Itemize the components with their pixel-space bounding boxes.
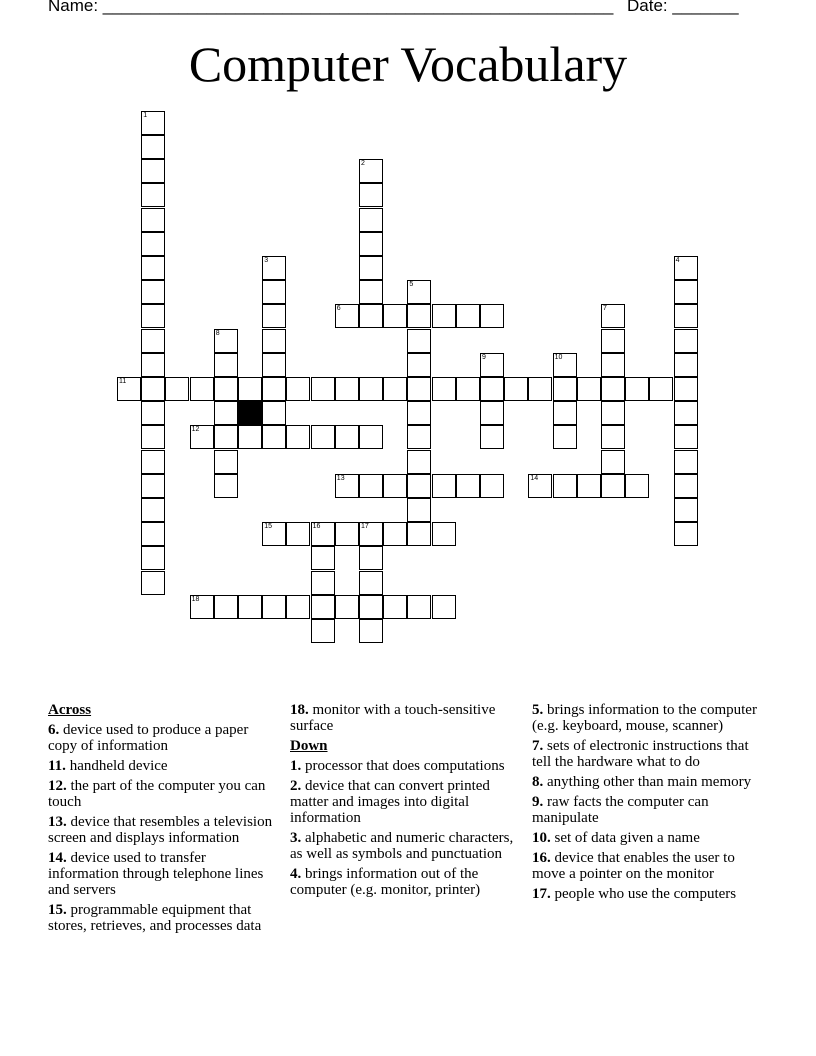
- clue-item: [48, 722, 273, 754]
- clue-column-3: [532, 702, 757, 906]
- crossword-cell[interactable]: [674, 450, 698, 474]
- clue-item-number: 12.: [48, 778, 67, 794]
- clue-number: 2: [361, 160, 365, 168]
- crossword-cell[interactable]: [383, 474, 407, 498]
- crossword-cell[interactable]: [141, 111, 165, 135]
- clue-item-number: 16.: [532, 850, 551, 866]
- crossword-cell[interactable]: [190, 377, 214, 401]
- crossword-cell[interactable]: [407, 401, 431, 425]
- clue-item-number: 17.: [532, 886, 551, 902]
- crossword-cell[interactable]: [383, 595, 407, 619]
- crossword-cell[interactable]: [432, 522, 456, 546]
- clue-number: 4: [675, 257, 680, 264]
- crossword-cell[interactable]: [432, 377, 456, 401]
- crossword-cell[interactable]: [359, 546, 383, 570]
- clue-item-text: device used to transfer information through telephone lines and servers: [48, 850, 264, 898]
- crossword-cell[interactable]: [504, 377, 528, 401]
- crossword-cell[interactable]: [601, 450, 625, 474]
- down-clue-list-continued: [532, 702, 757, 902]
- crossword-cell[interactable]: [141, 256, 165, 280]
- clue-number: 17: [361, 523, 369, 531]
- crossword-cell[interactable]: [262, 377, 286, 401]
- crossword-cell[interactable]: [311, 546, 335, 570]
- clue-item-number: 4.: [290, 866, 302, 882]
- clue-number: 15: [264, 523, 272, 531]
- crossword-cell[interactable]: [141, 135, 165, 159]
- crossword-cell[interactable]: [335, 425, 359, 449]
- crossword-cell[interactable]: [625, 377, 649, 401]
- crossword-cell[interactable]: [553, 353, 577, 377]
- clue-item: [532, 774, 757, 790]
- crossword-cell[interactable]: [456, 474, 480, 498]
- crossword-cell[interactable]: [359, 304, 383, 328]
- crossword-cell[interactable]: [335, 522, 359, 546]
- crossword-cell[interactable]: [165, 377, 189, 401]
- crossword-cell[interactable]: [214, 401, 238, 425]
- crossword-cell[interactable]: [359, 280, 383, 304]
- crossword-cell[interactable]: [674, 329, 698, 353]
- crossword-cell[interactable]: [601, 401, 625, 425]
- crossword-cell[interactable]: [359, 183, 383, 207]
- crossword-cell[interactable]: [238, 377, 262, 401]
- crossword-cell[interactable]: [480, 401, 504, 425]
- crossword-cell[interactable]: [674, 304, 698, 328]
- clue-item-text: monitor with a touch-sensitive surface: [290, 702, 496, 734]
- crossword-cell[interactable]: [311, 595, 335, 619]
- clue-item: [532, 738, 757, 770]
- crossword-cell[interactable]: [141, 208, 165, 232]
- crossword-cell[interactable]: [480, 304, 504, 328]
- clue-item-number: 8.: [532, 774, 544, 790]
- crossword-cell[interactable]: [262, 304, 286, 328]
- crossword-cell[interactable]: [553, 401, 577, 425]
- crossword-cell[interactable]: [141, 304, 165, 328]
- crossword-cell[interactable]: [311, 522, 335, 546]
- clue-number: 7: [603, 305, 607, 313]
- clue-number: 10: [554, 353, 563, 361]
- crossword-cell[interactable]: [141, 377, 165, 401]
- crossword-cell[interactable]: [359, 377, 383, 401]
- crossword-cell[interactable]: [141, 159, 165, 183]
- clue-number: 12: [191, 426, 200, 434]
- clue-item-number: 18.: [290, 702, 309, 718]
- crossword-cell[interactable]: [359, 619, 383, 643]
- clue-item-text: programmable equipment that stores, retrieves, and processes data: [48, 902, 262, 934]
- crossword-cell[interactable]: [674, 522, 698, 546]
- crossword-cell[interactable]: [383, 522, 407, 546]
- clue-item-text: alphabetic and numeric characters, as well as symbols and punctuation: [290, 830, 514, 862]
- clue-item-text: brings information to the computer (e.g. keyboard, mouse, scanner): [532, 702, 757, 734]
- clue-item-text: set of data given a name: [550, 830, 700, 846]
- crossword-cell[interactable]: [432, 595, 456, 619]
- clue-item-text: anything other than main memory: [543, 774, 752, 790]
- crossword-cell[interactable]: [625, 474, 649, 498]
- crossword-cell[interactable]: [335, 304, 359, 328]
- crossword-cell[interactable]: [359, 595, 383, 619]
- crossword-cell[interactable]: [674, 256, 698, 280]
- across-clue-list: [48, 722, 273, 934]
- crossword-cell[interactable]: [335, 474, 359, 498]
- across-heading: Across: [48, 702, 92, 718]
- clue-number: 1: [143, 111, 148, 119]
- down-clue-list: [290, 758, 515, 898]
- crossword-cell[interactable]: [335, 595, 359, 619]
- crossword-cell[interactable]: [214, 450, 238, 474]
- clue-item: [48, 778, 273, 810]
- crossword-cell[interactable]: [601, 329, 625, 353]
- clue-number: 18: [191, 595, 200, 603]
- crossword-cell[interactable]: [214, 425, 238, 449]
- clue-number: 3: [264, 257, 269, 264]
- crossword-cell[interactable]: [141, 329, 165, 353]
- crossword-cell[interactable]: [262, 353, 286, 377]
- clue-item-number: 1.: [290, 758, 302, 774]
- crossword-cell[interactable]: [311, 425, 335, 449]
- crossword-cell[interactable]: [214, 595, 238, 619]
- clue-number: 11: [119, 378, 127, 385]
- crossword-cell[interactable]: [601, 425, 625, 449]
- crossword-cell[interactable]: [262, 401, 286, 425]
- crossword-cell[interactable]: [359, 474, 383, 498]
- crossword-cell[interactable]: [141, 425, 165, 449]
- clue-item: [532, 830, 757, 846]
- clue-item-number: 15.: [48, 902, 67, 918]
- crossword-cell[interactable]: [407, 377, 431, 401]
- clue-item-number: 9.: [532, 794, 544, 810]
- crossword-cell[interactable]: [480, 353, 504, 377]
- clue-item: [290, 866, 515, 898]
- clue-item-number: 13.: [48, 814, 67, 830]
- crossword-cell[interactable]: [141, 498, 165, 522]
- clue-item-number: 7.: [532, 738, 544, 754]
- crossword-cell[interactable]: [407, 353, 431, 377]
- crossword-cell[interactable]: [141, 183, 165, 207]
- crossword-block: [238, 401, 262, 425]
- crossword-cell[interactable]: [601, 353, 625, 377]
- crossword-cell[interactable]: [238, 595, 262, 619]
- crossword-cell[interactable]: [674, 425, 698, 449]
- crossword-cell[interactable]: [141, 280, 165, 304]
- clue-number: 16: [312, 523, 321, 531]
- down-heading: Down: [290, 738, 328, 754]
- crossword-cell[interactable]: [601, 474, 625, 498]
- clue-item: [532, 886, 757, 902]
- crossword-cell[interactable]: [480, 425, 504, 449]
- crossword-cell[interactable]: [359, 425, 383, 449]
- crossword-cell[interactable]: [674, 401, 698, 425]
- crossword-cell[interactable]: [456, 304, 480, 328]
- crossword-cell[interactable]: [456, 377, 480, 401]
- across-clue-list-continued: [290, 702, 515, 734]
- crossword-cell[interactable]: [359, 208, 383, 232]
- crossword-cell[interactable]: [553, 474, 577, 498]
- crossword-cell[interactable]: [286, 522, 310, 546]
- clue-item: [290, 758, 515, 774]
- clue-number: 8: [215, 329, 220, 337]
- crossword-cell[interactable]: [286, 377, 310, 401]
- crossword-cell[interactable]: [649, 377, 673, 401]
- clue-item: [48, 814, 273, 846]
- crossword-cell[interactable]: [407, 595, 431, 619]
- clue-item-number: 2.: [290, 778, 302, 794]
- crossword-cell[interactable]: [407, 474, 431, 498]
- clue-item-text: handheld device: [65, 758, 168, 774]
- crossword-cell[interactable]: [359, 232, 383, 256]
- crossword-cell[interactable]: [214, 353, 238, 377]
- crossword-cell[interactable]: [407, 329, 431, 353]
- clue-item-number: 10.: [532, 830, 551, 846]
- crossword-cell[interactable]: [528, 474, 552, 498]
- page-title: Computer Vocabulary: [188, 36, 628, 92]
- clue-number: 6: [336, 305, 341, 313]
- crossword-cell[interactable]: [407, 280, 431, 304]
- crossword-cell[interactable]: [674, 498, 698, 522]
- crossword-cell[interactable]: [141, 401, 165, 425]
- clue-item: [532, 850, 757, 882]
- crossword-cell[interactable]: [311, 377, 335, 401]
- crossword-cell[interactable]: [311, 619, 335, 643]
- clue-item-text: raw facts the computer can manipulate: [532, 794, 709, 826]
- crossword-cell[interactable]: [359, 522, 383, 546]
- crossword-cell[interactable]: [407, 522, 431, 546]
- clue-item-text: people who use the computers: [550, 886, 737, 902]
- clue-item-text: sets of electronic instructions that tell the hardware what to do: [532, 738, 749, 770]
- crossword-cell[interactable]: [141, 522, 165, 546]
- clue-item: [290, 702, 515, 734]
- clue-item: [290, 830, 515, 862]
- clue-number: 13: [336, 474, 345, 482]
- crossword-cell[interactable]: [577, 474, 601, 498]
- crossword-cell[interactable]: [407, 450, 431, 474]
- clue-item: [532, 702, 757, 734]
- crossword-cell[interactable]: [432, 474, 456, 498]
- crossword-cell[interactable]: [407, 498, 431, 522]
- crossword-cell[interactable]: [262, 280, 286, 304]
- crossword-cell[interactable]: [141, 474, 165, 498]
- crossword-cell[interactable]: [141, 571, 165, 595]
- crossword-cell[interactable]: [190, 425, 214, 449]
- crossword-cell[interactable]: [359, 256, 383, 280]
- crossword-cell[interactable]: [238, 425, 262, 449]
- clue-number: 9: [482, 353, 486, 361]
- crossword-cell[interactable]: [117, 377, 141, 401]
- crossword-cell[interactable]: [262, 522, 286, 546]
- crossword-cell[interactable]: [601, 377, 625, 401]
- clue-item-text: device that resembles a television screen and displays information: [48, 814, 273, 846]
- clue-item-number: 14.: [48, 850, 67, 866]
- clue-number: 14: [530, 474, 539, 482]
- crossword-cell[interactable]: [359, 159, 383, 183]
- clue-item: [48, 850, 273, 898]
- clue-item-text: device that can convert printed matter and images into digital information: [290, 778, 490, 826]
- crossword-cell[interactable]: [674, 474, 698, 498]
- date-field-label: Date: _______: [627, 0, 739, 15]
- clue-item-text: processor that does computations: [301, 758, 505, 774]
- crossword-cell[interactable]: [480, 474, 504, 498]
- crossword-cell[interactable]: [141, 353, 165, 377]
- clue-column-1: [48, 702, 273, 938]
- crossword-cell[interactable]: [383, 377, 407, 401]
- crossword-cell[interactable]: [262, 595, 286, 619]
- crossword-cell[interactable]: [262, 256, 286, 280]
- clue-item: [48, 902, 273, 934]
- crossword-cell[interactable]: [359, 571, 383, 595]
- crossword-cell[interactable]: [674, 377, 698, 401]
- crossword-cell[interactable]: [577, 377, 601, 401]
- crossword-cell[interactable]: [286, 595, 310, 619]
- crossword-cell[interactable]: [383, 304, 407, 328]
- crossword-cell[interactable]: [214, 377, 238, 401]
- crossword-cell[interactable]: [407, 425, 431, 449]
- clue-item: [290, 778, 515, 826]
- clue-item-text: device that enables the user to move a pointer on the monitor: [532, 850, 735, 882]
- crossword-cell[interactable]: [553, 377, 577, 401]
- crossword-cell[interactable]: [311, 571, 335, 595]
- clue-item-number: 3.: [290, 830, 302, 846]
- clue-item: [532, 794, 757, 826]
- clue-item-text: the part of the computer you can touch: [48, 778, 266, 810]
- crossword-cell[interactable]: [553, 425, 577, 449]
- crossword-cell[interactable]: [214, 474, 238, 498]
- clue-item-text: device used to produce a paper copy of information: [48, 722, 249, 754]
- clue-item-number: 6.: [48, 722, 60, 738]
- crossword-cell[interactable]: [286, 425, 310, 449]
- crossword-cell[interactable]: [141, 546, 165, 570]
- clue-item: [48, 758, 273, 774]
- crossword-cell[interactable]: [262, 329, 286, 353]
- crossword-cell[interactable]: [601, 304, 625, 328]
- clue-number: 5: [409, 281, 414, 289]
- crossword-cell[interactable]: [214, 329, 238, 353]
- crossword-cell[interactable]: [262, 425, 286, 449]
- clue-column-2: [290, 702, 515, 902]
- crossword-cell[interactable]: [190, 595, 214, 619]
- clue-item-text: brings information out of the computer (e.g. monitor, printer): [290, 866, 481, 898]
- crossword-cell[interactable]: [141, 450, 165, 474]
- crossword-cell[interactable]: [335, 377, 359, 401]
- crossword-cell[interactable]: [528, 377, 552, 401]
- crossword-cell[interactable]: [480, 377, 504, 401]
- crossword-cell[interactable]: [432, 304, 456, 328]
- crossword-cell[interactable]: [407, 304, 431, 328]
- clue-item-number: 5.: [532, 702, 544, 718]
- crossword-cell[interactable]: [674, 280, 698, 304]
- name-field-label: Name: ______________________________________________________: [48, 0, 614, 15]
- clue-item-number: 11.: [48, 758, 66, 774]
- crossword-cell[interactable]: [141, 232, 165, 256]
- crossword-cell[interactable]: [674, 353, 698, 377]
